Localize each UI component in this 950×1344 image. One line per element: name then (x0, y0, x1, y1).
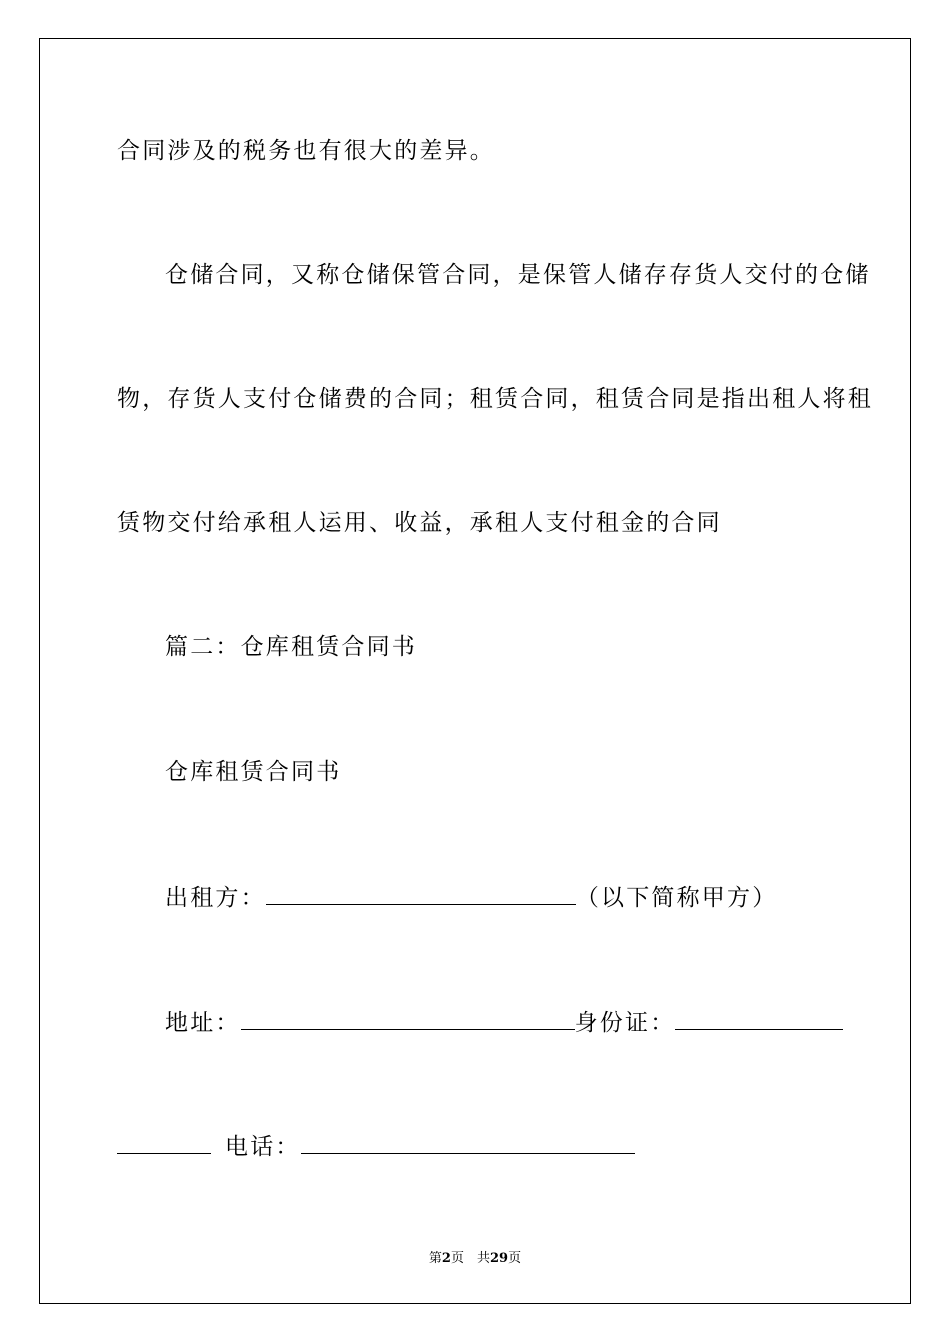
id-label: 身份证： (574, 1010, 676, 1036)
lessor-label: 出租方： (165, 885, 266, 911)
id-blank[interactable] (675, 1007, 843, 1030)
page-border (39, 38, 911, 1304)
page-footer (0, 1247, 950, 1266)
paragraph-line-4: 赁物交付给承租人运用、收益，承租人支付租金的合同 (117, 510, 722, 536)
paragraph-line-2: 仓储合同，又称仓储保管合同，是保管人储存存货人交付的仓储 (165, 262, 871, 288)
phone-blank[interactable] (301, 1131, 635, 1154)
address-label: 地址： (165, 1010, 241, 1036)
section-heading: 篇二：仓库租赁合同书 (165, 634, 417, 660)
phone-label: 电话： (225, 1134, 301, 1160)
footer-total-pages: 29 (489, 1251, 509, 1266)
phone-line (117, 1131, 635, 1162)
lessor-blank[interactable] (266, 882, 576, 905)
footer-prefix: 第 (428, 1251, 442, 1266)
footer-mid: 页 共 (450, 1251, 490, 1266)
id-blank-continued[interactable] (117, 1131, 211, 1154)
contract-title: 仓库租赁合同书 (165, 759, 342, 785)
footer-suffix: 页 (508, 1251, 522, 1266)
lessor-line (165, 882, 777, 913)
lessor-suffix: （以下简称甲方） (575, 885, 778, 911)
paragraph-line-1: 合同涉及的税务也有很大的差异。 (117, 138, 495, 164)
footer-page-number: 2 (441, 1251, 451, 1266)
address-line (165, 1007, 843, 1038)
paragraph-line-3: 物，存货人支付仓储费的合同；租赁合同，租赁合同是指出租人将租 (117, 386, 873, 412)
address-blank[interactable] (241, 1007, 575, 1030)
